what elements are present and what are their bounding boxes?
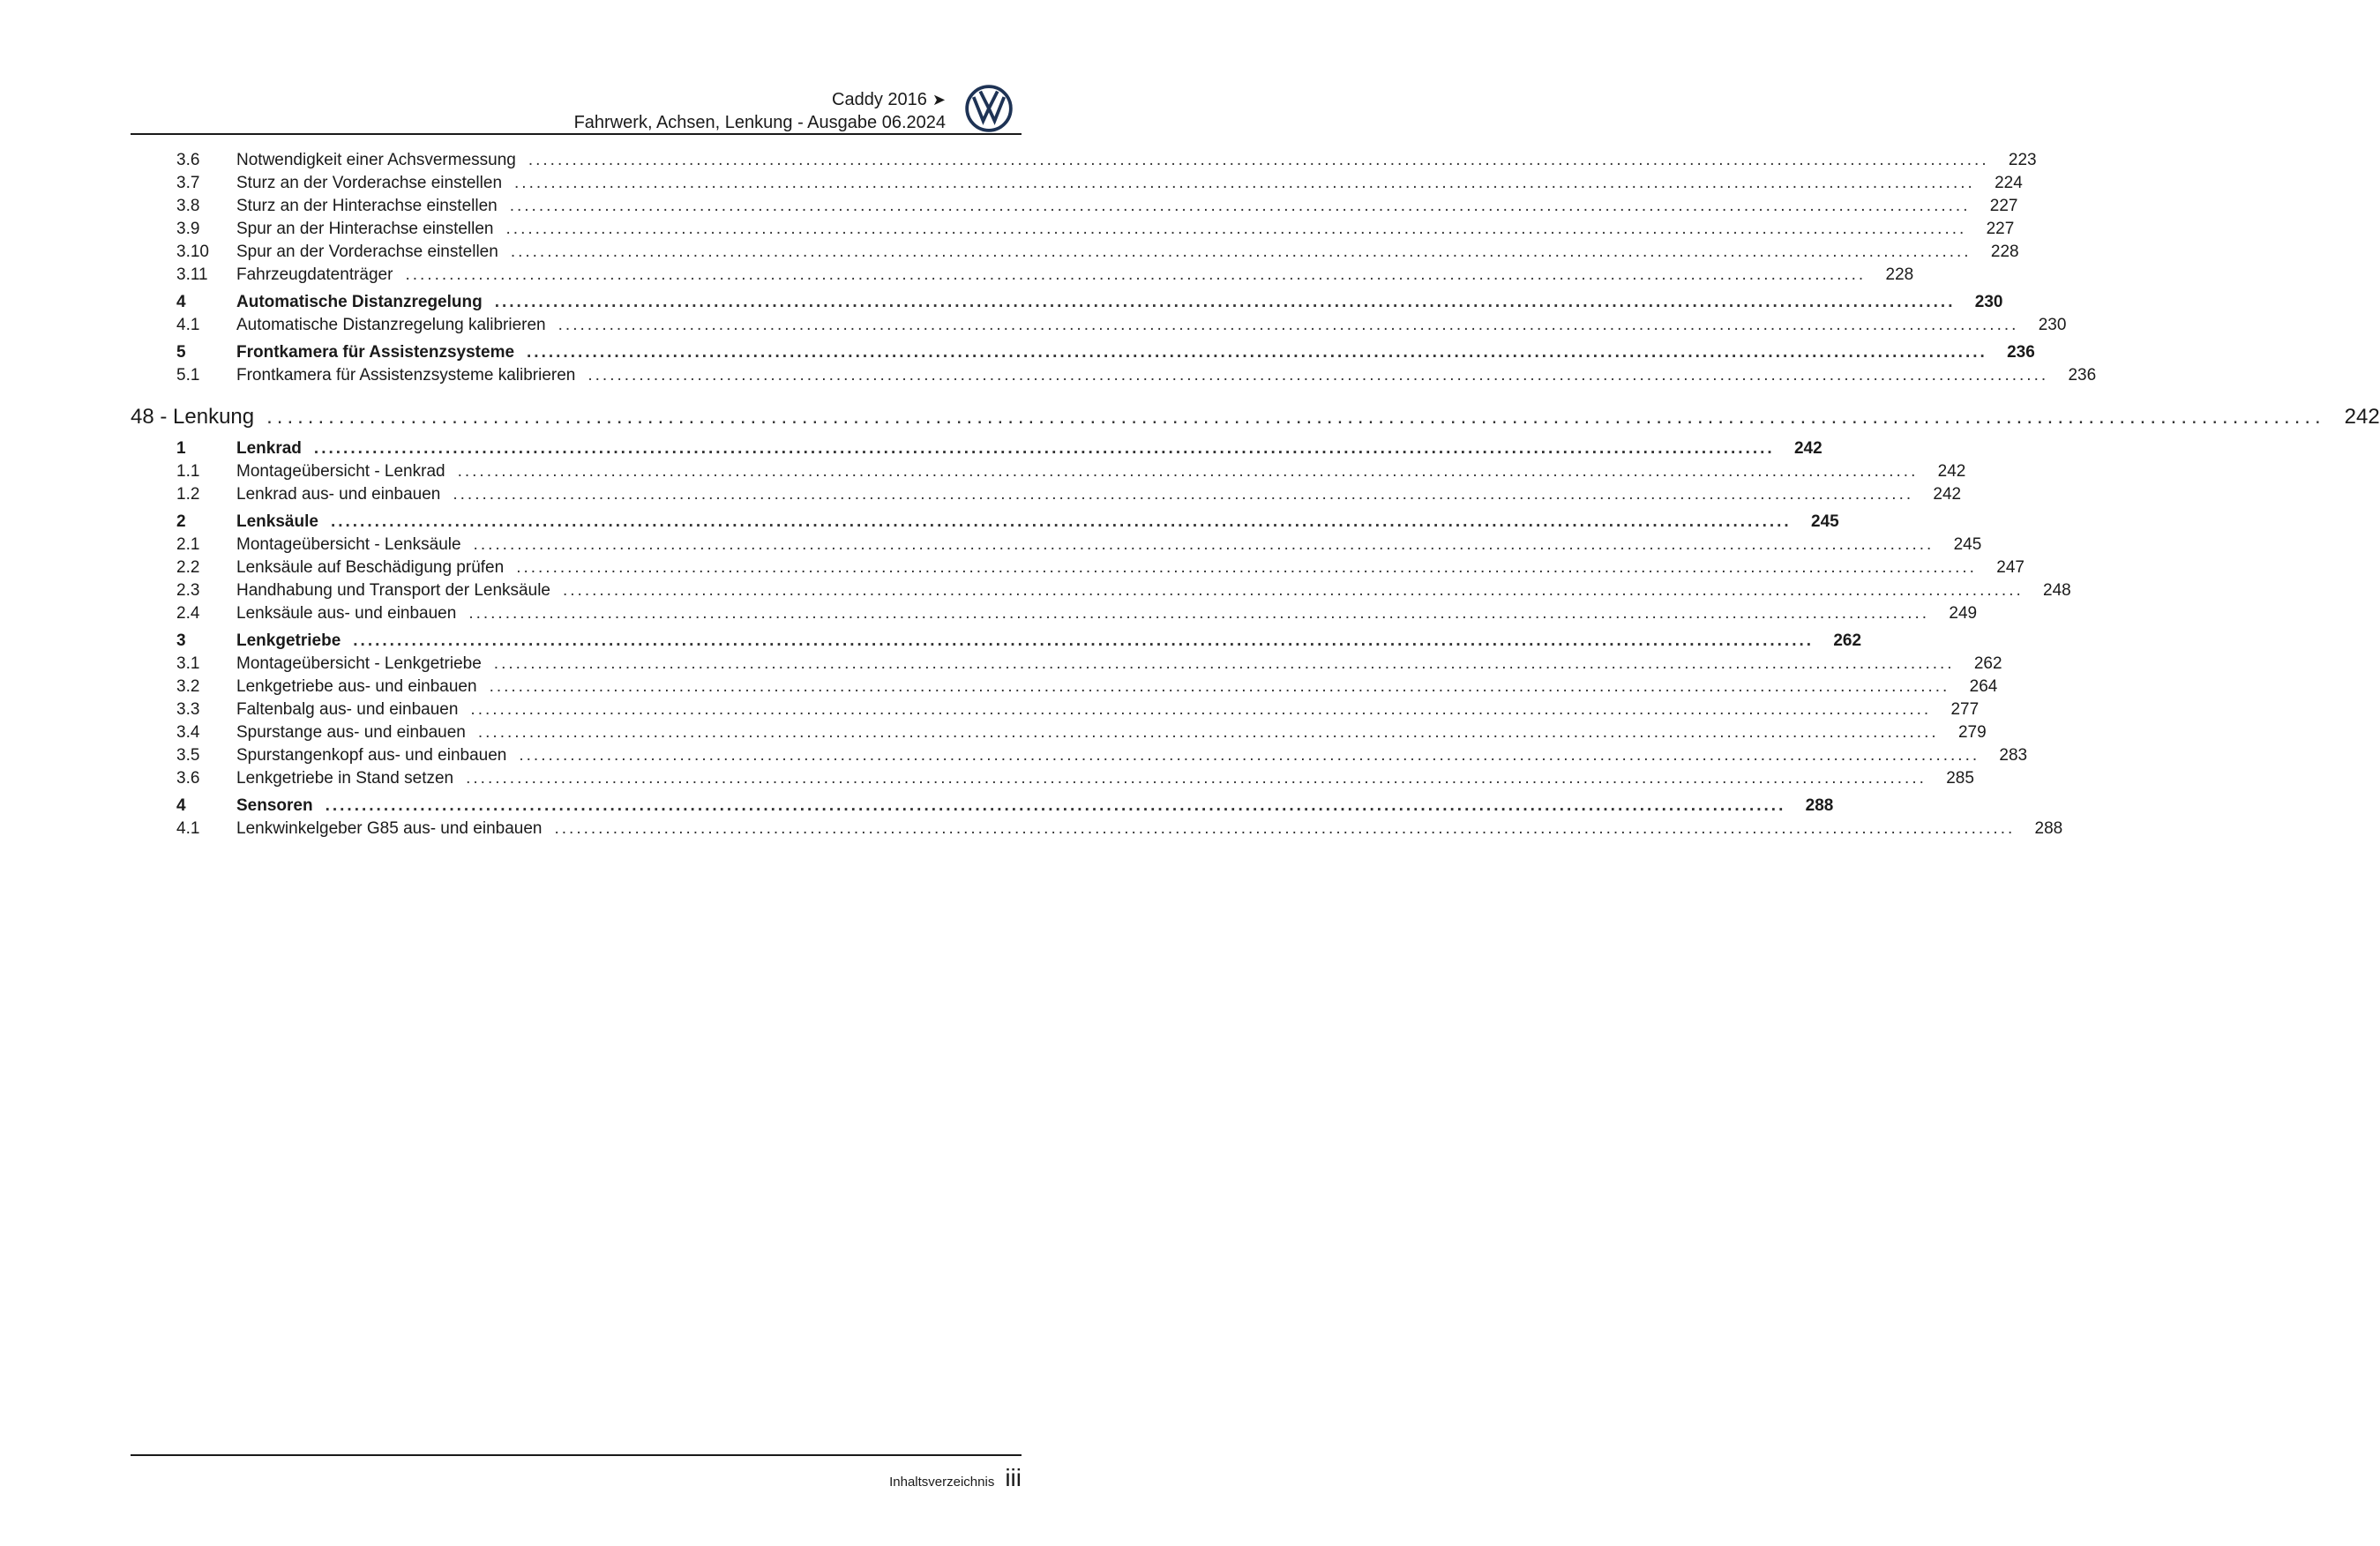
toc-entry-number: 1.1 (176, 462, 200, 481)
toc-entry-title: Automatische Distanzregelung (236, 293, 483, 311)
toc-entry-number: 3.8 (176, 197, 200, 215)
toc-entry[interactable] (131, 243, 2019, 265)
header-text (574, 88, 946, 134)
toc-entry-number: 3.1 (176, 654, 200, 673)
toc-leader-dots: ........................................................................................................................................................................................................ (494, 293, 1956, 311)
toc-entry-title: Frontkamera für Assistenzsysteme kalibrieren (236, 366, 576, 385)
toc-entry[interactable] (131, 819, 2063, 842)
toc-entry-page: 230 (2038, 316, 2067, 334)
toc-entry-page: 224 (1995, 174, 2023, 192)
toc-entry-title: Spur an der Hinterachse einstellen (236, 220, 494, 238)
toc-entry-page: 264 (1969, 677, 1998, 696)
toc-entry[interactable] (131, 769, 1974, 792)
toc-leader-dots: ........................................................................................................................................................................................................ (325, 796, 1786, 815)
toc-leader-dots: ........................................................................................................................................................................................................ (527, 343, 1987, 362)
toc-entry[interactable] (131, 197, 2018, 220)
toc-leader-dots: ........................................................................................................................................................................................................ (313, 439, 1775, 458)
toc-leader-dots: ........................................................................................................................................................................................................ (266, 405, 2325, 429)
toc-leader-dots: ........................................................................................................................................................................................................ (509, 197, 1971, 215)
toc-leader-dots: ........................................................................................................................................................................................................ (528, 151, 1989, 169)
toc-entry[interactable] (131, 220, 2015, 243)
toc-entry-page: 262 (1973, 654, 2002, 673)
toc-entry-page: 248 (2043, 581, 2071, 600)
table-of-contents (131, 151, 2380, 842)
toc-leader-dots: ........................................................................................................................................................................................................ (558, 316, 2019, 334)
toc-entry-page: 236 (2007, 343, 2035, 362)
toc-entry-title: Sturz an der Vorderachse einstellen (236, 174, 503, 192)
toc-entry-page: 288 (1805, 796, 1834, 815)
toc-entry-title: Lenkwinkelgeber G85 aus- und einbauen (236, 819, 543, 838)
toc-leader-dots: ........................................................................................................................................................................................................ (514, 174, 1975, 192)
toc-entry-page: 279 (1957, 723, 1987, 742)
toc-entry[interactable] (131, 723, 1987, 746)
toc-entry-number: 3.11 (176, 265, 208, 284)
toc-entry-page: 227 (1986, 220, 2015, 238)
toc-leader-dots: ........................................................................................................................................................................................................ (489, 677, 1950, 696)
toc-leader-dots: ........................................................................................................................................................................................................ (554, 819, 2016, 838)
toc-entry-page: 236 (2068, 366, 2097, 385)
toc-entry-title: Lenksäule aus- und einbauen (236, 604, 457, 623)
toc-entry-title: Lenkgetriebe in Stand setzen (236, 769, 454, 788)
toc-entry-page: 245 (1811, 512, 1839, 531)
toc-section[interactable] (131, 796, 1834, 819)
toc-entry-title: Spurstange aus- und einbauen (236, 723, 466, 742)
toc-entry-page: 230 (1974, 293, 2003, 311)
toc-entry-page: 249 (1949, 604, 1978, 623)
toc-entry-title: Lenkrad (236, 439, 302, 458)
vw-logo-icon (965, 85, 1013, 132)
toc-leader-dots: ........................................................................................................................................................................................................ (493, 654, 1955, 673)
toc-entry-page: 223 (2008, 151, 2037, 169)
toc-entry-number: 3.10 (176, 243, 209, 261)
toc-entry[interactable] (131, 366, 2097, 389)
toc-entry-title: Automatische Distanzregelung kalibrieren (236, 316, 546, 334)
toc-entry-title: Spur an der Vorderachse einstellen (236, 243, 498, 261)
toc-leader-dots: ........................................................................................................................................................................................................ (466, 769, 1927, 788)
toc-section[interactable] (131, 343, 2035, 366)
toc-leader-dots: ........................................................................................................................................................................................................ (353, 631, 1815, 650)
toc-entry[interactable] (131, 558, 2024, 581)
toc-entry-page: 285 (1946, 769, 1974, 788)
footer-rule (131, 1454, 1022, 1456)
header-rule (131, 133, 1022, 135)
toc-entry-title: 48 - Lenkung (131, 405, 255, 429)
toc-entry[interactable] (131, 700, 1980, 723)
toc-entry-number: 1 (176, 439, 186, 458)
toc-entry-title: Lenksäule (236, 512, 318, 531)
toc-leader-dots: ........................................................................................................................................................................................................ (330, 512, 1792, 531)
toc-leader-dots: ........................................................................................................................................................................................................ (588, 366, 2049, 385)
toc-section[interactable] (131, 631, 1862, 654)
header-model-line (574, 88, 946, 111)
toc-entry-title: Lenkgetriebe aus- und einbauen (236, 677, 477, 696)
toc-leader-dots: ........................................................................................................................................................................................................ (470, 700, 1932, 719)
toc-entry[interactable] (131, 746, 2028, 769)
toc-entry-title: Montageübersicht - Lenksäule (236, 535, 461, 554)
toc-entry-title: Lenkgetriebe (236, 631, 341, 650)
toc-section[interactable] (131, 293, 2003, 316)
toc-entry-number: 3.3 (176, 700, 200, 719)
toc-entry-number: 4 (176, 293, 186, 311)
toc-chapter[interactable] (131, 405, 2380, 435)
toc-leader-dots: ........................................................................................................................................................................................................ (473, 535, 1935, 554)
toc-entry-number: 3.4 (176, 723, 200, 742)
header-model: Caddy 2016 (832, 90, 927, 109)
toc-entry[interactable] (131, 151, 2037, 174)
toc-leader-dots: ........................................................................................................................................................................................................ (505, 220, 1967, 238)
toc-entry[interactable] (131, 535, 1982, 558)
toc-leader-dots: ........................................................................................................................................................................................................ (468, 604, 1930, 623)
toc-entry[interactable] (131, 485, 1962, 508)
toc-entry-number: 4 (176, 796, 186, 815)
toc-entry-number: 3.9 (176, 220, 200, 238)
toc-entry-page: 283 (1999, 746, 2028, 765)
toc-entry-number: 3.2 (176, 677, 200, 696)
toc-entry-title: Sensoren (236, 796, 313, 815)
toc-entry-title: Lenksäule auf Beschädigung prüfen (236, 558, 505, 577)
toc-entry-title: Lenkrad aus- und einbauen (236, 485, 441, 504)
toc-entry[interactable] (131, 677, 1998, 700)
toc-entry-title: Sturz an der Hinterachse einstellen (236, 197, 498, 215)
toc-entry[interactable] (131, 581, 2071, 604)
toc-entry-number: 2.4 (176, 604, 200, 623)
toc-entry[interactable] (131, 316, 2067, 339)
toc-entry-page: 228 (1990, 243, 2019, 261)
toc-leader-dots: ........................................................................................................................................................................................................ (562, 581, 2024, 600)
toc-entry-number: 2.1 (176, 535, 200, 554)
toc-entry-page: 247 (1996, 558, 2024, 577)
toc-leader-dots: ........................................................................................................................................................................................................ (453, 485, 1914, 504)
toc-entry-page: 288 (2034, 819, 2063, 838)
toc-entry[interactable] (131, 654, 2002, 677)
toc-entry-page: 242 (1937, 462, 1966, 481)
footer-page-number: iii (1005, 1464, 1022, 1491)
toc-entry-title: Fahrzeugdatenträger (236, 265, 393, 284)
toc-entry-page: 242 (2344, 405, 2380, 429)
toc-entry-number: 2 (176, 512, 186, 531)
toc-entry-title: Montageübersicht - Lenkrad (236, 462, 445, 481)
toc-entry-number: 2.2 (176, 558, 200, 577)
toc-entry-title: Spurstangenkopf aus- und einbauen (236, 746, 507, 765)
toc-entry[interactable] (131, 604, 1978, 627)
toc-section[interactable] (131, 512, 1839, 535)
toc-entry-number: 3.7 (176, 174, 200, 192)
toc-entry-page: 228 (1885, 265, 1914, 284)
toc-leader-dots: ........................................................................................................................................................................................................ (457, 462, 1919, 481)
toc-leader-dots: ........................................................................................................................................................................................................ (510, 243, 1972, 261)
toc-entry[interactable] (131, 462, 1966, 485)
header-subtitle: Fahrwerk, Achsen, Lenkung - Ausgabe 06.2024 (573, 113, 946, 132)
toc-entry-number: 3 (176, 631, 186, 650)
toc-entry-title: Notwendigkeit einer Achsvermessung (236, 151, 516, 169)
toc-leader-dots: ........................................................................................................................................................................................................ (516, 558, 1977, 577)
toc-entry-title: Faltenbalg aus- und einbauen (236, 700, 459, 719)
toc-entry-number: 5 (176, 343, 186, 362)
toc-entry-number: 3.6 (176, 769, 200, 788)
toc-entry-page: 227 (1989, 197, 2018, 215)
toc-entry[interactable] (131, 265, 1914, 288)
toc-entry-number: 4.1 (176, 316, 200, 334)
toc-entry-page: 262 (1833, 631, 1862, 650)
toc-entry-title: Frontkamera für Assistenzsysteme (236, 343, 515, 362)
toc-entry-number: 3.6 (176, 151, 200, 169)
toc-entry-page: 245 (1953, 535, 1982, 554)
toc-entry-number: 1.2 (176, 485, 200, 504)
toc-entry-number: 2.3 (176, 581, 200, 600)
page-header (131, 85, 1022, 136)
toc-entry-number: 3.5 (176, 746, 200, 765)
arrow-right-icon: ➤ (932, 91, 946, 108)
toc-entry-page: 242 (1793, 439, 1822, 458)
toc-entry-number: 5.1 (176, 366, 200, 385)
toc-leader-dots: ........................................................................................................................................................................................................ (519, 746, 1980, 765)
footer-label: Inhaltsverzeichnis (889, 1475, 995, 1490)
toc-entry-title: Handhabung und Transport der Lenksäule (236, 581, 550, 600)
toc-entry-page: 277 (1950, 700, 1980, 719)
toc-entry-title: Montageübersicht - Lenkgetriebe (236, 654, 482, 673)
toc-leader-dots: ........................................................................................................................................................................................................ (477, 723, 1939, 742)
toc-leader-dots: ........................................................................................................................................................................................................ (405, 265, 1867, 284)
toc-entry[interactable] (131, 174, 2023, 197)
toc-section[interactable] (131, 439, 1822, 462)
page-footer (131, 1464, 1022, 1490)
toc-entry-page: 242 (1933, 485, 1962, 504)
toc-entry-number: 4.1 (176, 819, 200, 838)
